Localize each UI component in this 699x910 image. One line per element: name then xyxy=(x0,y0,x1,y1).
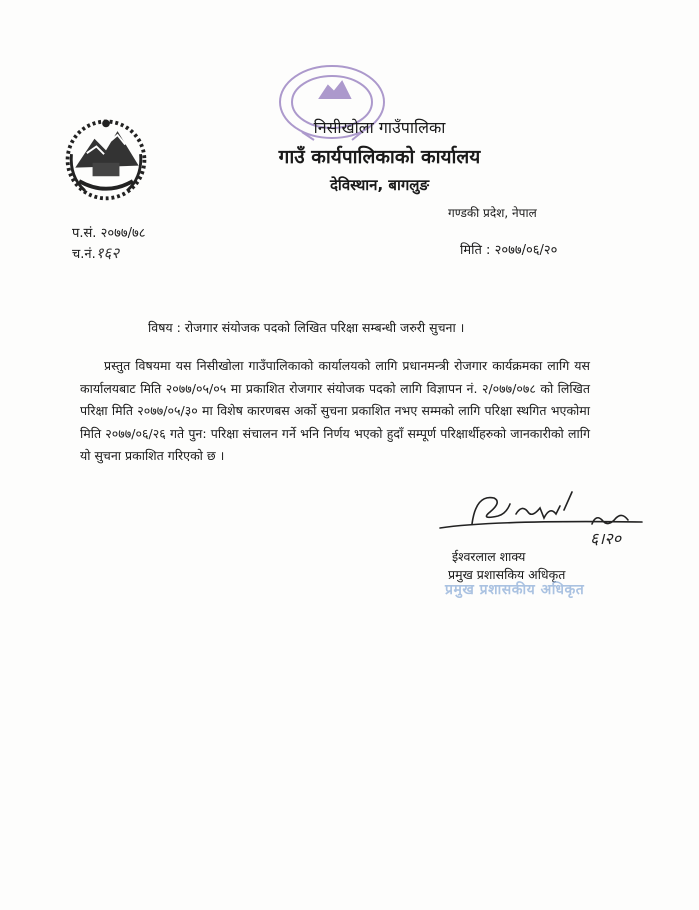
municipality-name: निसीखोला गाउँपालिका xyxy=(313,118,446,137)
subject-line: विषय : रोजगार संयोजक पदको लिखित परिक्षा सम्बन्धी जरुरी सुचना । xyxy=(148,320,465,335)
office-name: गाउँ कार्यपालिकाको कार्यालय xyxy=(278,146,481,168)
notice-body xyxy=(80,355,590,468)
designation-stamp: प्रमुख प्रशासकीय अधिकृत xyxy=(445,582,585,598)
signature-icon xyxy=(432,484,652,546)
notice-body-text: प्रस्तुत विषयमा यस निसीखोला गाउँपालिकाको कार्यालयको लागि प्रधानमन्त्री रोजगार कार्यक्रमका लागि यस कार्यालयबाट मिति २०७७/०५/०५ मा प्रकाशित रोजगार संयोजक पदको लागि विज्ञापन नं. २/०७७/०७८ को लिखित परिक्षा मिति २०७७/०५/३० मा विशेष कारणबस अर्को सुचना प्रकाशित नभए सम्मको लागि परिक्षा स्थगित भएकोमा मिति २०७७/०६/२६ गते पुन: परिक्षा संचालन गर्ने भनि निर्णय भएको हुदाँ सम्पूर्ण परिक्षार्थीहरुको जानकारीको लागि यो सुचना प्रकाशित गरिएको छ । xyxy=(80,358,590,463)
signature-date: ६।२० xyxy=(590,529,622,546)
dispatch-number-handwritten: १६२ xyxy=(95,244,120,262)
letter-number: प.सं. २०७७/७८ xyxy=(72,226,146,241)
dispatch-number xyxy=(72,243,119,263)
office-location: देविस्थान, बागलुङ xyxy=(329,176,430,194)
signatory-name: ईश्वरलाल शाक्य xyxy=(452,549,526,564)
signatory-designation: प्रमुख प्रशासकिय अधिकृत xyxy=(448,567,566,582)
letter-date: मिति : २०७७/०६/२० xyxy=(460,243,558,258)
office-stamp-icon xyxy=(262,62,402,152)
province-line: गण्डकी प्रदेश, नेपाल xyxy=(448,206,537,220)
dispatch-prefix: च.नं. xyxy=(72,247,96,262)
